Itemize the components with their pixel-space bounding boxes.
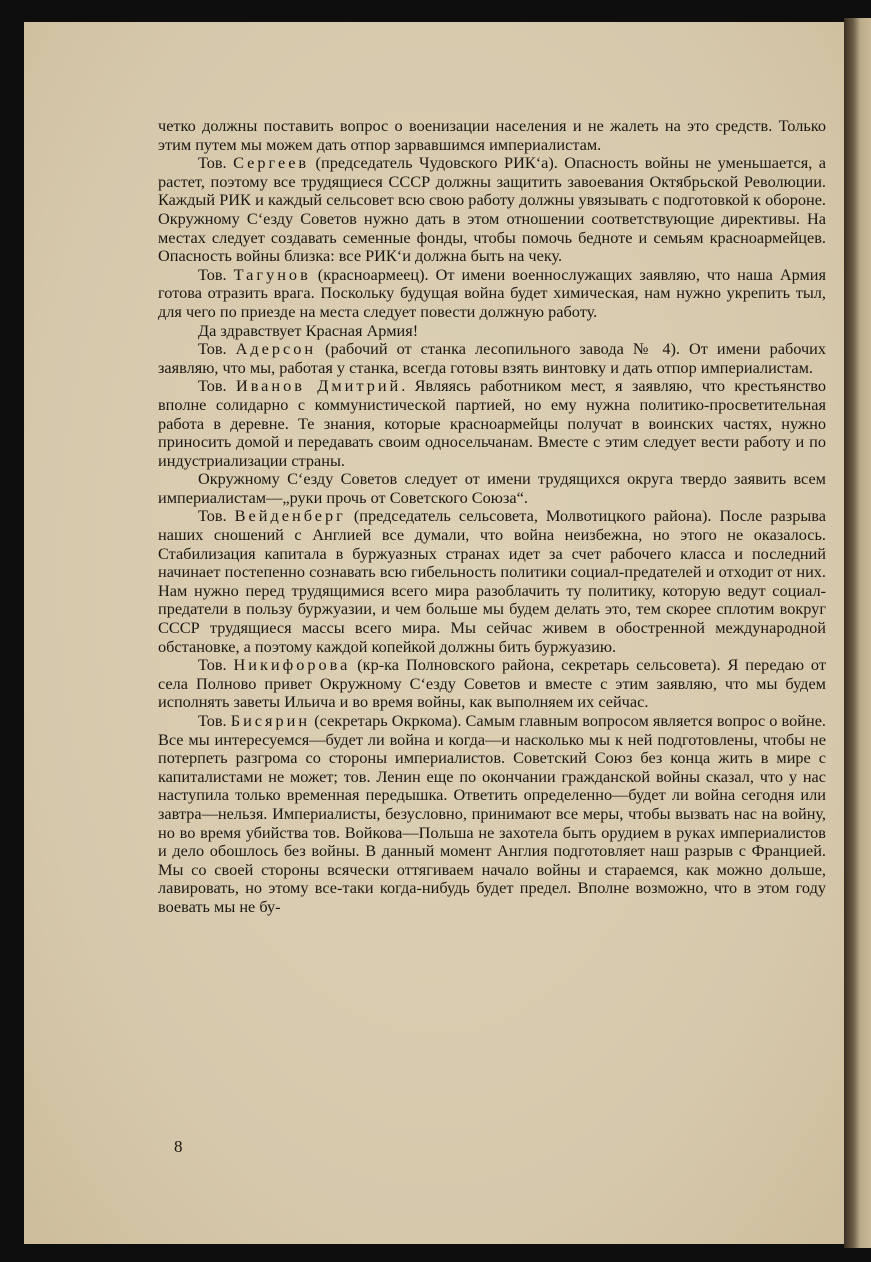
speaker-name: Никифорова (233, 655, 351, 675)
paragraph: Тов. Бисярин (секретарь Окркома). Самым главным вопросом является вопрос о войне. Все мы интересуемся—будет ли война и когда—и насколько мы к ней подготовлены, чтобы не потерпеть разгрома со стороны империалистов. Советский Союз без конца жить в мире с капиталистами не может; тов. Ленин еще по окончании гражданской войны сказал, что у нас наступила только временная передышка. Ответить определенно—будет ли война сегодня или завтра—нельзя. Империалисты, безусловно, принимают все меры, чтобы вызвать нас на войну, но во время убийства тов. Войкова—Польша не захотела быть орудием в руках империалистов и дело обошлось без войны. В данный момент Англия подготовляет наш разрыв с Францией. Мы со своей стороны всячески оттягиваем начало войны и стараемся, как можно дольше, лавировать, но этому все-таки когда-нибудь будет предел. Вполне возможно, что в этом году воевать мы не бу- (158, 711, 826, 916)
paragraph: Окружному С‘езду Советов следует от имени трудящихся округа твердо заявить всем империалистам—„руки прочь от Советского Союза“. (158, 469, 826, 507)
speaker-name: Бисярин (230, 711, 311, 730)
paragraph: Тов. Сергеев (председатель Чудовского РИК‘а). Опасность войны не уменьшается, а растет, поэтому все трудящиеся СССР должны защитить завоевания Октябрьской Революции. Каждый РИК и каждый сельсовет всю свою работу должны увязывать с подготовкой к обороне. Окружному С‘езду Советов нужно дать в этом отношении соответствующие директивы. На местах следует создавать семенные фонды, чтобы помочь бедноте и семьям красноармейцев. Опасность войны близка: все РИК‘и должна быть на чеку. (158, 153, 826, 266)
page-number: 8 (174, 1137, 183, 1156)
speaker-name: Тагунов (233, 264, 311, 284)
paragraph: Тов. Тагунов (красноармеец). От имени военнослужащих заявляю, что наша Армия готова отразить врага. Поскольку будущая война будет химическая, нам нужно укрепить тыл, для чего по приезде на места следует повести должную работу. (158, 264, 826, 321)
speaker-name: Иванов Дмитрий (235, 376, 402, 396)
paragraph: Да здравствует Красная Армия! (198, 320, 419, 340)
speaker-name: Адерсон (235, 339, 317, 359)
speaker-name: Сергеев (233, 153, 310, 173)
paragraph: Тов. Вейденберг (председатель сельсовета, Молвотицкого района). После разрыва наших сношений с Англией все думали, что война неизбежна, но этого не оказалось. Стабилизация капитала в буржуазных странах идет за счет рабочего класса и последний начинает постепенно сознавать всю гибельность политики социал-предателей и отходит от них. Нам нужно перед трудящимися всего мира разоблачить ту политику, которую ведут социал-предатели в пользу буржуазии, и чем больше мы будем делать это, тем скорее сплотим вокруг СССР трудящиеся массы всего мира. Мы сейчас живем в обостренной международной обстановке, а поэтому каждой копейкой должны бить буржуазию. (158, 506, 826, 656)
paragraph: Тов. Адерсон (рабочий от станка лесопильного завода № 4). От имени рабочих заявляю, что мы, работая у станка, всегда готовы взять винтовку и дать отпор империалистам. (158, 339, 826, 377)
paragraph: четко должны поставить вопрос о военизации населения и не жалеть на это средств. Только этим путем мы можем дать отпор зарвавшимся империалистам. (158, 116, 826, 154)
speaker-name: Вейденберг (234, 506, 346, 526)
paragraph: Тов. Иванов Дмитрий. Являясь работником мест, я заявляю, что крестьянство вполне солидарно с коммунистической партией, но ему нужна политико-просветительная работа в деревне. Те знания, которые красноармейцы получат в воинских частях, нужно приносить домой и передавать своим односельчанам. Вместе с этим следует вести работу и по индустриализации страны. (158, 376, 826, 470)
book-gutter (844, 18, 871, 1248)
body-text (158, 117, 826, 917)
paragraph: Тов. Никифорова (кр-ка Полновского района, секретарь сельсовета). Я передаю от села Полново привет Окружному С‘езду Советов и вместе с этим заявляю, что мы будем исполнять заветы Ильича и во время войны, как выполняем их сейчас. (158, 655, 826, 712)
